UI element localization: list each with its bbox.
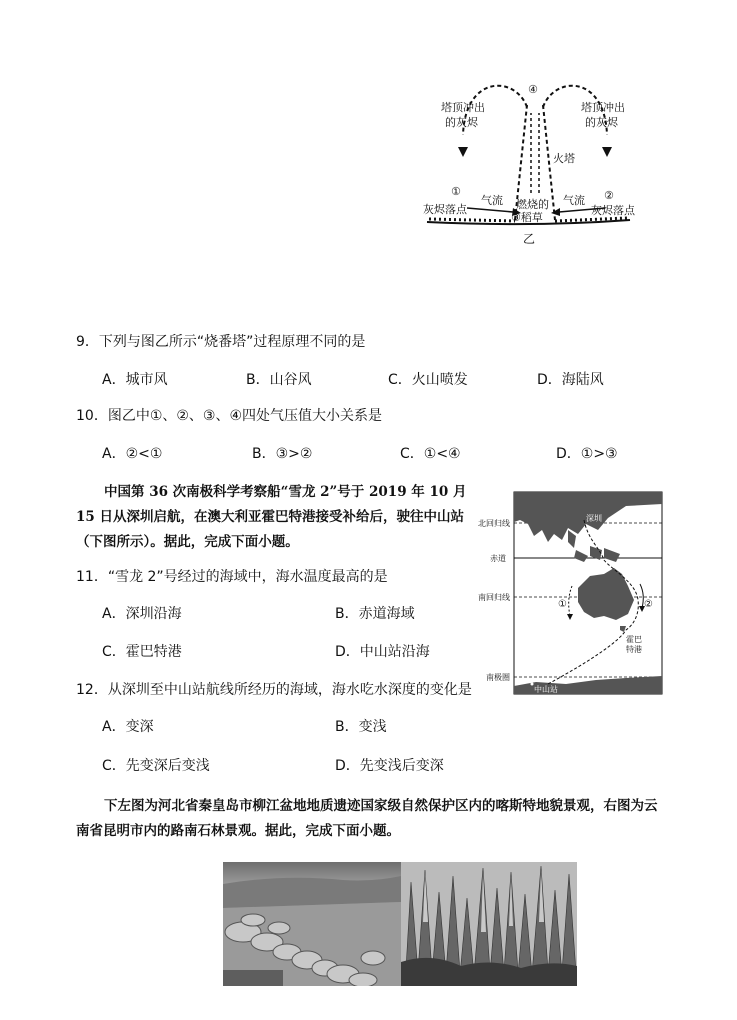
label-burning: 燃烧的 [516,198,549,211]
label-m1: ① [558,599,567,610]
q11-option-b: B．赤道海域 [335,606,415,622]
q9-stem: 9．下列与图乙所示“烧番塔”过程原理不同的是 [76,334,366,350]
q10-option-b: B．③>② [252,446,313,462]
q12-option-a: A．变深 [102,719,154,735]
label-hobart-1: 霍巴 [626,635,642,644]
tower-inner [531,113,539,193]
diagram-caption: 乙 [523,232,536,246]
label-antarctic-circle: 南极圈 [486,673,510,682]
label-left-bottom: 的灰烬 [445,116,478,129]
label-right-bottom: 的灰烬 [585,116,618,129]
q11-option-d: D．中山站沿海 [335,644,430,660]
label-m2: ② [644,599,653,610]
q11-option-c: C．霍巴特港 [102,644,182,660]
q9-option-b: B．山谷风 [246,372,312,388]
label-tropic-cancer: 北回归线 [478,519,510,528]
intro-paragraph-1: 中国第 36 次南极科学考察船“雪龙 2”号于 2019 年 10 月 15 日从深圳启航，在澳大利亚霍巴特港接受补给后，驶往中山站（下图所示）。据此，完成下面小题。 [76,484,467,550]
stone-forest-photo [401,862,577,986]
label-right-top: 塔顶冲出 [581,101,625,114]
label-p1: ① [451,185,461,198]
q12-stem: 12．从深圳至中山站航线所经历的海域，海水吃水深度的变化是 [76,682,472,698]
label-p2-text: 灰烬落点 [591,204,635,217]
q10-option-d: D．①>③ [556,446,618,462]
label-p2: ② [604,189,614,202]
q11-stem: 11．“雪龙 2”号经过的海域中，海水温度最高的是 [76,569,388,585]
label-tower: 火塔 [553,152,575,165]
karst-landscape-photo [223,862,401,986]
zhongshan-marker [531,683,534,686]
q9-option-d: D．海陆风 [537,372,604,388]
label-zhongshan: 中山站 [534,685,558,694]
label-4: ④ [528,83,538,96]
label-left-top: 塔顶冲出 [441,101,485,114]
left-flow-arrow [467,208,513,212]
q9-option-c: C．火山喷发 [388,372,468,388]
q9-option-a: A．城市风 [102,372,168,388]
q12-option-b: B．变浅 [335,719,387,735]
intro-paragraph-2: 下左图为河北省秦皇岛市柳江盆地地质遗迹国家级自然保护区内的喀斯特地貌景观，右图为云南省昆明市内的路南石林景观。据此，完成下面小题。 [76,798,658,839]
label-shenzhen: 深圳 [586,514,602,523]
route-map [476,490,664,696]
label-flow-left: 气流 [481,194,503,207]
label-p1-text: 灰烬落点 [423,203,467,216]
q11-option-a: A．深圳沿海 [102,606,182,622]
label-equator: 赤道 [490,554,506,563]
left-arrow-down [458,147,468,157]
q10-option-a: A．②<① [102,446,163,462]
q10-option-c: C．①<④ [400,446,461,462]
diagram-yi [415,75,655,250]
q12-option-d: D．先变浅后变深 [335,758,444,774]
label-straw: ③稻草 [511,211,543,224]
right-arrow-down [602,147,612,157]
label-tropic-capricorn: 南回归线 [478,593,510,602]
label-hobart-2: 特港 [626,645,642,654]
right-flow-head [551,208,560,216]
q10-stem: 10．图乙中①、②、③、④四处气压值大小关系是 [76,408,383,424]
label-flow-right: 气流 [563,194,585,207]
q12-option-c: C．先变深后变浅 [102,758,210,774]
